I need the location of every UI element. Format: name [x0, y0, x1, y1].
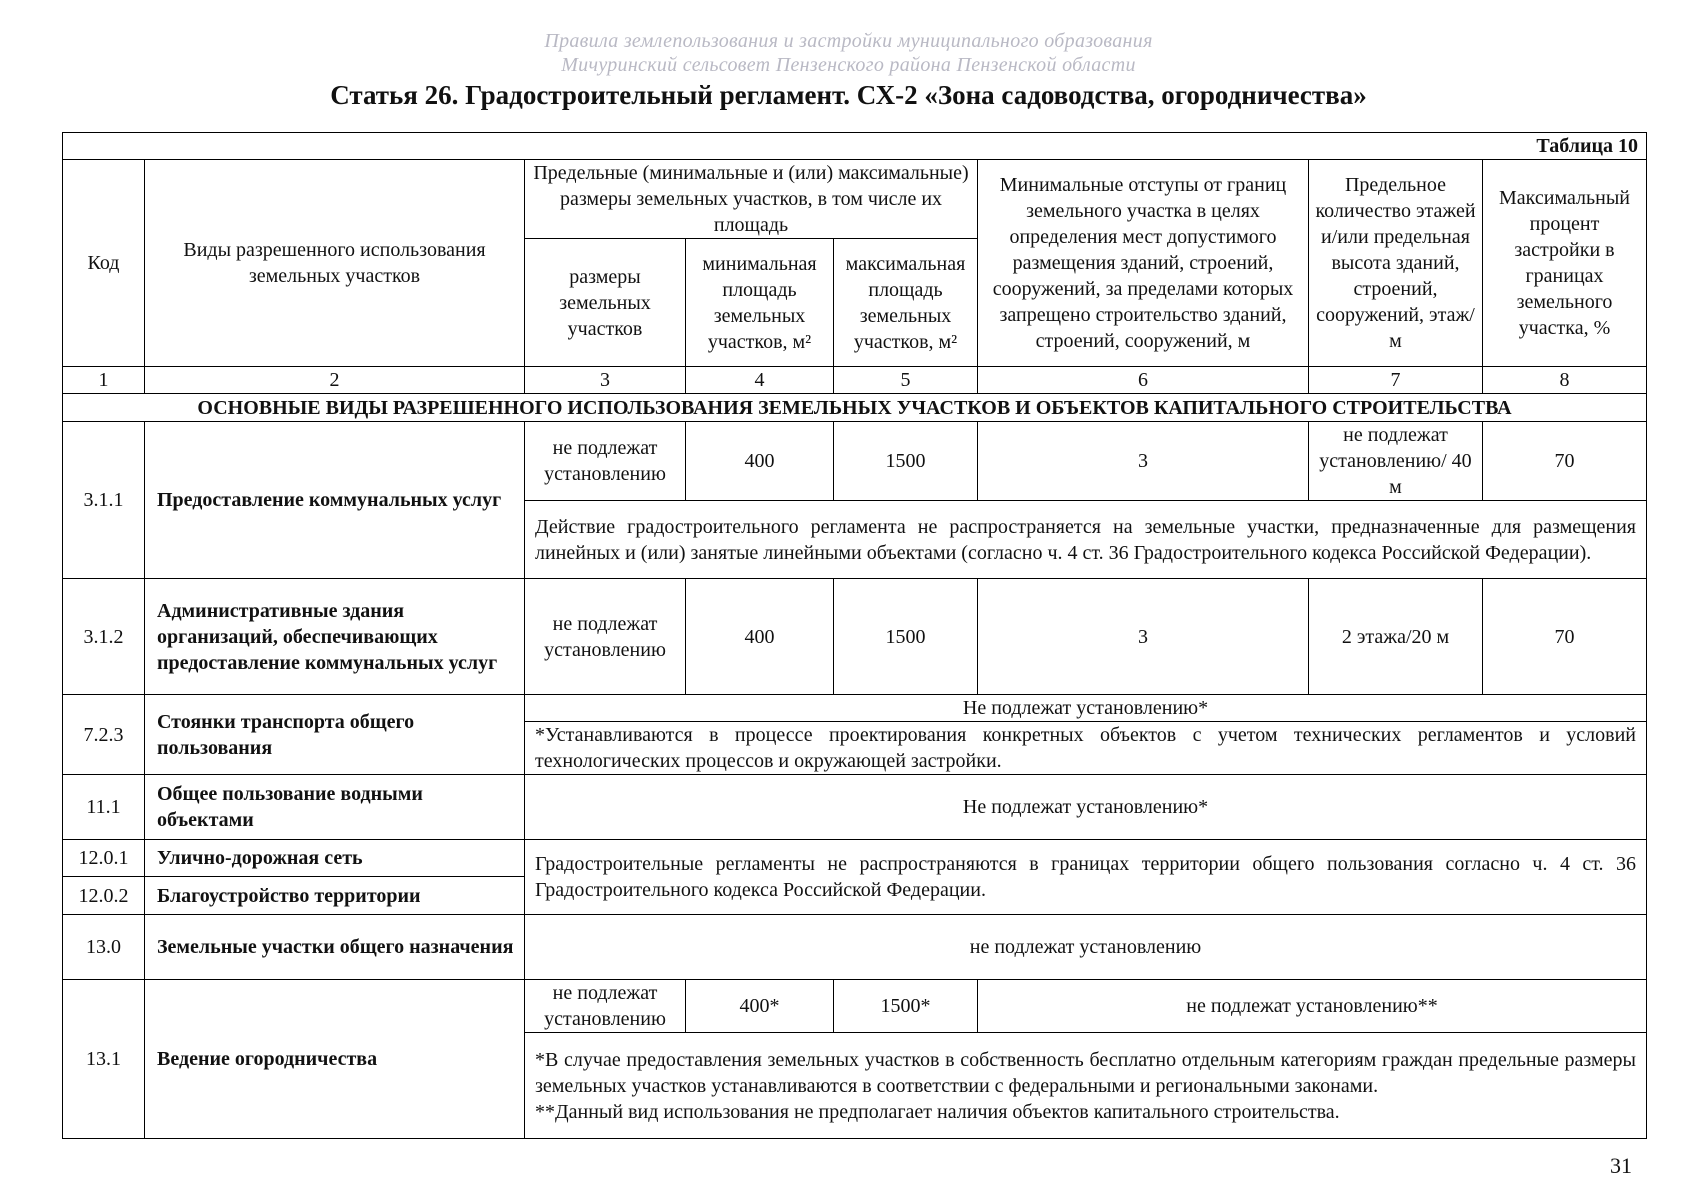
row-note-line-2: **Данный вид использования не предполагает наличия объектов капитального строительства.	[535, 1100, 1340, 1123]
header-min-area: минимальная площадь земельных участков, м²	[686, 239, 834, 367]
column-number: 8	[1483, 367, 1647, 394]
row-code: 3.1.1	[63, 422, 145, 579]
row-sizes: не подлежат установлению	[525, 579, 686, 695]
row-code: 12.0.2	[63, 877, 145, 915]
row-note: Действие градостроительного регламента не распространяется на земельные участки, предназначенные для размещения линейных и (или) занятые линейными объектами (согласно ч. 4 ст. 36 Градостроительного кодекса Российской Федерации).	[525, 501, 1647, 579]
row-value: не подлежат установлению**	[978, 980, 1647, 1033]
running-header-line-2: Мичуринский сельсовет Пензенского района Пензенской области	[561, 54, 1136, 76]
header-use: Виды разрешенного использования земельных участков	[145, 160, 525, 367]
row-coverage: 70	[1483, 579, 1647, 695]
row-min-area: 400	[686, 579, 834, 695]
row-code: 12.0.1	[63, 840, 145, 877]
row-use-name: Общее пользование водными объектами	[145, 775, 525, 840]
header-floors: Предельное количество этажей и/или предельная высота зданий, строений, сооружений, этаж/м	[1309, 160, 1483, 367]
row-value: Не подлежат установлению*	[525, 775, 1647, 840]
row-note: Градостроительные регламенты не распространяются в границах территории общего пользования согласно ч. 4 ст. 36 Градостроительного кодекса Российской Федерации.	[525, 840, 1647, 915]
header-code: Код	[63, 160, 145, 367]
page-number: 31	[1610, 1153, 1632, 1178]
row-sizes: не подлежат установлению	[525, 980, 686, 1033]
row-value: Не подлежат установлению*	[525, 695, 1647, 722]
row-use-name: Благоустройство территории	[145, 877, 525, 915]
row-use-name: Стоянки транспорта общего пользования	[145, 695, 525, 775]
row-use-name: Земельные участки общего назначения	[145, 915, 525, 980]
row-floors: 2 этажа/20 м	[1309, 579, 1483, 695]
row-use-name: Административные здания организаций, обеспечивающих предоставление коммунальных услуг	[145, 579, 525, 695]
header-coverage: Максимальный процент застройки в границах земельного участка, %	[1483, 160, 1647, 367]
row-code: 13.0	[63, 915, 145, 980]
column-number: 5	[834, 367, 978, 394]
column-number: 2	[145, 367, 525, 394]
row-coverage: 70	[1483, 422, 1647, 501]
running-header-line-1: Правила землепользования и застройки муниципального образования	[544, 30, 1153, 52]
table-label: Таблица 10	[63, 133, 1647, 160]
row-setback: 3	[978, 422, 1309, 501]
column-number: 3	[525, 367, 686, 394]
row-max-area: 1500	[834, 579, 978, 695]
row-code: 3.1.2	[63, 579, 145, 695]
column-number: 4	[686, 367, 834, 394]
row-max-area: 1500*	[834, 980, 978, 1033]
row-sizes: не подлежат установлению	[525, 422, 686, 501]
column-number: 1	[63, 367, 145, 394]
row-min-area: 400*	[686, 980, 834, 1033]
row-note-line-1: *В случае предоставления земельных участков в собственность бесплатно отдельным категориям граждан предельные размеры земельных участков устанавливаются в соответствии с федеральными и региональными законами.	[535, 1048, 1636, 1097]
row-code: 13.1	[63, 980, 145, 1139]
row-note	[525, 1033, 1647, 1139]
column-number: 6	[978, 367, 1309, 394]
header-max-area: максимальная площадь земельных участков, м²	[834, 239, 978, 367]
row-note: *Устанавливаются в процессе проектирования конкретных объектов с учетом технических регламентов и условий технологических процессов и окружающей застройки.	[525, 722, 1647, 775]
column-number: 7	[1309, 367, 1483, 394]
regulation-table	[62, 132, 1647, 1139]
header-setback: Минимальные отступы от границ земельного участка в целях определения мест допустимого размещения зданий, строений, сооружений, за пределами которых запрещено строительство зданий, строений, сооружений, м	[978, 160, 1309, 367]
row-min-area: 400	[686, 422, 834, 501]
row-use-name: Улично-дорожная сеть	[145, 840, 525, 877]
row-value: не подлежат установлению	[525, 915, 1647, 980]
header-sizes-group: Предельные (минимальные и (или) максимальные) размеры земельных участков, в том числе их площадь	[525, 160, 978, 239]
section-title: ОСНОВНЫЕ ВИДЫ РАЗРЕШЕННОГО ИСПОЛЬЗОВАНИЯ ЗЕМЕЛЬНЫХ УЧАСТКОВ И ОБЪЕКТОВ КАПИТАЛЬНОГО СТРОИТЕЛЬСТВА	[63, 394, 1647, 422]
header-sizes: размеры земельных участков	[525, 239, 686, 367]
row-floors: не подлежат установлению/ 40 м	[1309, 422, 1483, 501]
row-setback: 3	[978, 579, 1309, 695]
row-code: 11.1	[63, 775, 145, 840]
row-code: 7.2.3	[63, 695, 145, 775]
article-title: Статья 26. Градостроительный регламент. СХ-2 «Зона садоводства, огородничества»	[330, 80, 1367, 110]
row-use-name: Ведение огородничества	[145, 980, 525, 1139]
row-use-name: Предоставление коммунальных услуг	[145, 422, 525, 579]
row-max-area: 1500	[834, 422, 978, 501]
